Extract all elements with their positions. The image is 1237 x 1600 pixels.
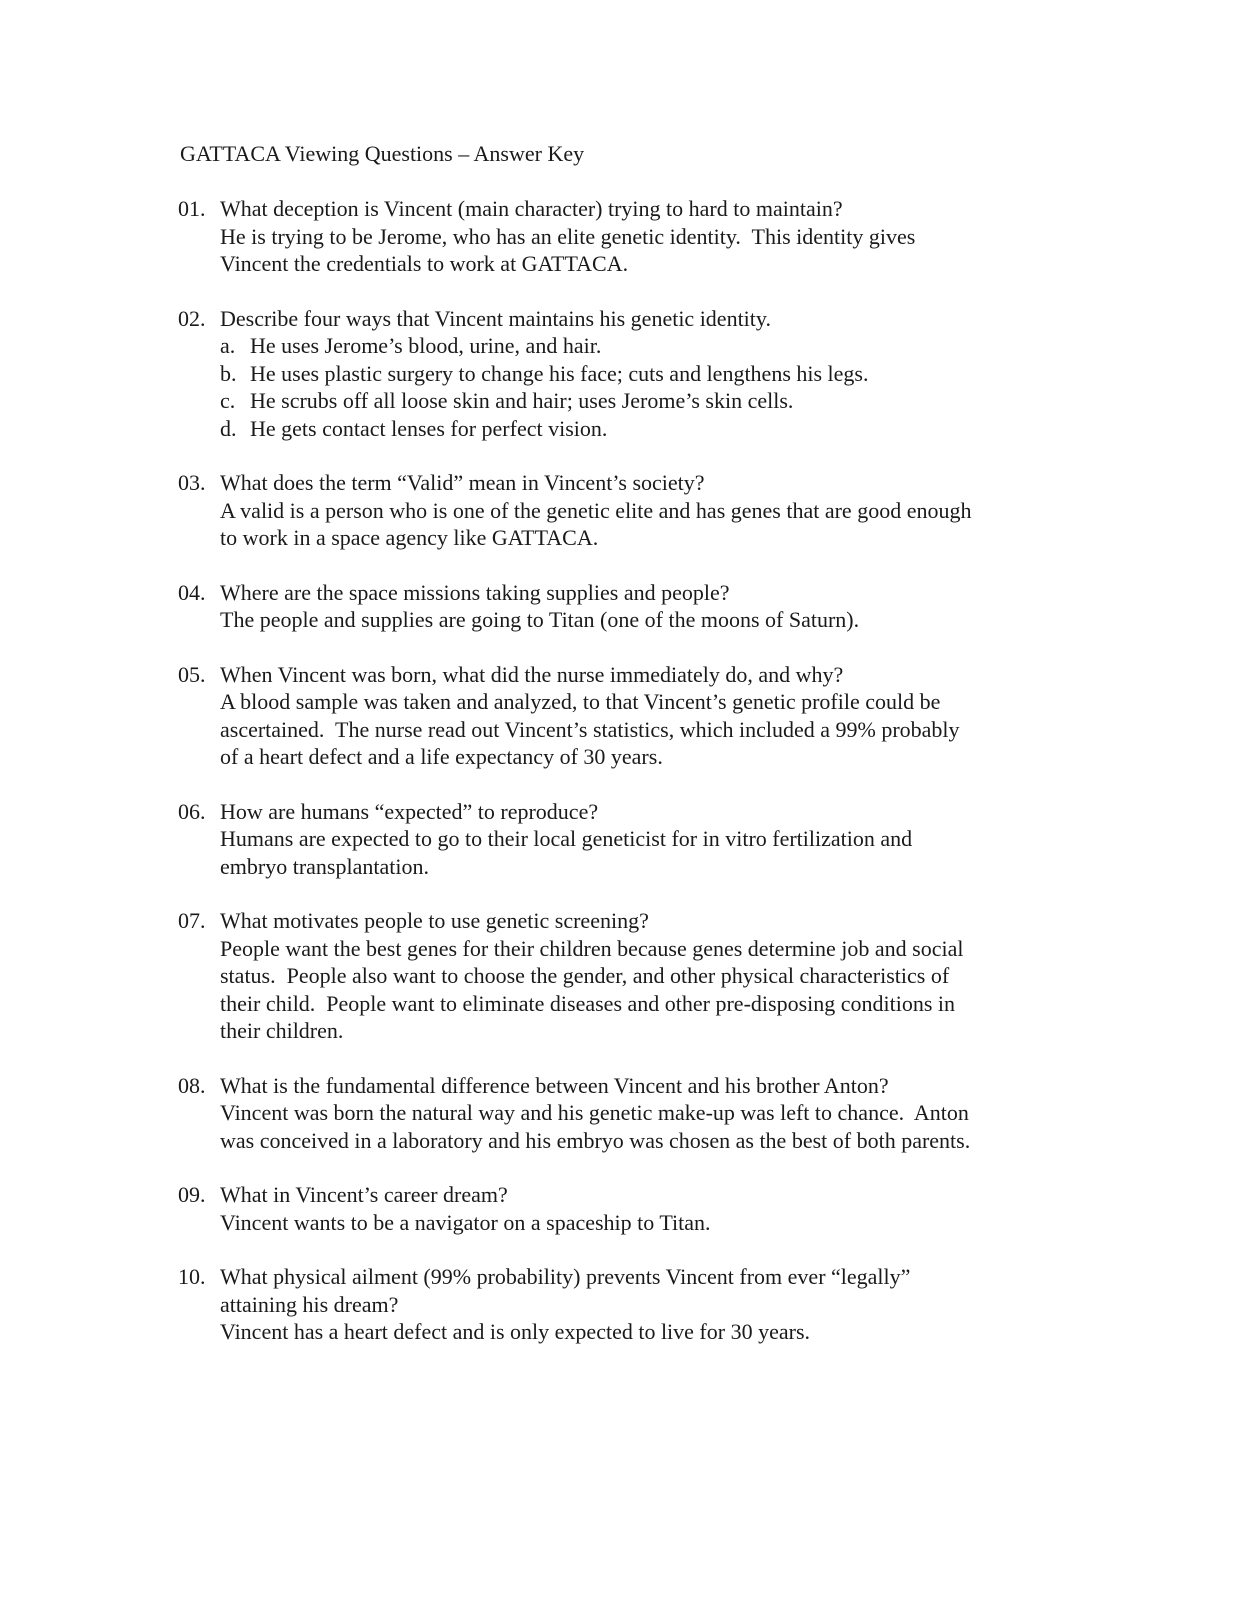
answer-text: embryo transplantation. [220, 853, 429, 879]
answer-item-text: He scrubs off all loose skin and hair; uses Jerome’s skin cells. [250, 388, 794, 413]
answer-item [178, 387, 1178, 415]
answer-item-letter: a. [220, 333, 236, 358]
question-text: What in Vincent’s career dream? [220, 1182, 508, 1207]
answer-item [178, 332, 1178, 360]
question-number: 08. [178, 1072, 206, 1098]
question-number: 07. [178, 908, 206, 933]
question-text: What does the term “Valid” mean in Vincent’s society? [220, 470, 705, 495]
question-text: Describe four ways that Vincent maintains his genetic identity. [220, 305, 771, 331]
answer-item [178, 360, 1178, 388]
question-number: 01. [178, 196, 206, 221]
question-text: What physical ailment (99% probability) prevents Vincent from ever “legally” [220, 1264, 911, 1289]
answer-text: He is trying to be Jerome, who has an elite genetic identity. This identity gives [220, 223, 916, 249]
question-block [178, 1072, 1178, 1155]
question-block [178, 1181, 1178, 1236]
question-block [178, 661, 1178, 771]
question-block [178, 579, 1178, 634]
answer-item [178, 415, 1178, 443]
question-text: What motivates people to use genetic screening? [220, 908, 649, 933]
answer-item-letter: c. [220, 388, 236, 413]
question-text: When Vincent was born, what did the nurse immediately do, and why? [220, 661, 844, 687]
question-text: How are humans “expected” to reproduce? [220, 798, 599, 824]
answer-text: People want the best genes for their children because genes determine job and social [220, 935, 964, 961]
answer-text: their children. [220, 1018, 344, 1043]
question-row [178, 1072, 1178, 1100]
question-row [178, 469, 1178, 497]
answer-text: A blood sample was taken and analyzed, to that Vincent’s genetic profile could be [220, 689, 941, 714]
question-number: 03. [178, 470, 206, 495]
question-number: 05. [178, 661, 206, 687]
question-row [178, 907, 1178, 935]
answer-item-text: He gets contact lenses for perfect vision. [250, 415, 608, 441]
answer-text: Vincent the credentials to work at GATTACA. [220, 251, 629, 276]
question-block [178, 1263, 1178, 1346]
question-text: attaining his dream? [220, 1291, 399, 1317]
question-block [178, 469, 1178, 552]
question-block [178, 907, 1178, 1045]
question-row [178, 661, 1178, 689]
question-row [178, 1263, 1178, 1291]
answer-text: of a heart defect and a life expectancy of 30 years. [220, 744, 663, 769]
answer-text: Humans are expected to go to their local geneticist for in vitro fertilization and [220, 826, 913, 851]
answer-item-text: He uses Jerome’s blood, urine, and hair. [250, 333, 602, 358]
question-number: 06. [178, 798, 206, 824]
answer-text: status. People also want to choose the gender, and other physical characteristics of [220, 963, 950, 988]
answer-text: Vincent has a heart defect and is only expected to live for 30 years. [220, 1319, 811, 1344]
answer-text: A valid is a person who is one of the genetic elite and has genes that are good enough [220, 497, 972, 523]
question-number: 09. [178, 1182, 206, 1207]
question-row [178, 1181, 1178, 1209]
document-title: GATTACA Viewing Questions – Answer Key [180, 141, 585, 166]
question-row [178, 798, 1178, 826]
question-text: What is the fundamental difference between Vincent and his brother Anton? [220, 1072, 889, 1098]
question-number: 04. [178, 579, 206, 605]
question-row [178, 195, 1178, 223]
answer-item-letter: b. [220, 360, 237, 386]
answer-item-text: He uses plastic surgery to change his face; cuts and lengthens his legs. [250, 360, 869, 386]
question-number: 02. [178, 305, 206, 331]
answer-text: was conceived in a laboratory and his embryo was chosen as the best of both parents. [220, 1127, 971, 1153]
question-text: What deception is Vincent (main character) trying to hard to maintain? [220, 196, 843, 221]
answer-text: to work in a space agency like GATTACA. [220, 525, 599, 550]
question-row [178, 579, 1178, 607]
answer-text: ascertained. The nurse read out Vincent’s statistics, which included a 99% probably [220, 716, 960, 742]
answer-text: Vincent was born the natural way and his genetic make-up was left to chance. Anton [220, 1100, 969, 1125]
question-row [178, 305, 1178, 333]
question-block [178, 305, 1178, 443]
answer-text: The people and supplies are going to Titan (one of the moons of Saturn). [220, 607, 860, 632]
question-block [178, 798, 1178, 881]
answer-item-letter: d. [220, 415, 237, 441]
answer-text: Vincent wants to be a navigator on a spaceship to Titan. [220, 1209, 711, 1235]
answer-text: their child. People want to eliminate diseases and other pre-disposing conditions in [220, 990, 956, 1016]
question-block [178, 195, 1178, 278]
question-number: 10. [178, 1264, 206, 1289]
question-text: Where are the space missions taking supplies and people? [220, 579, 730, 605]
question-list [178, 195, 1178, 1373]
